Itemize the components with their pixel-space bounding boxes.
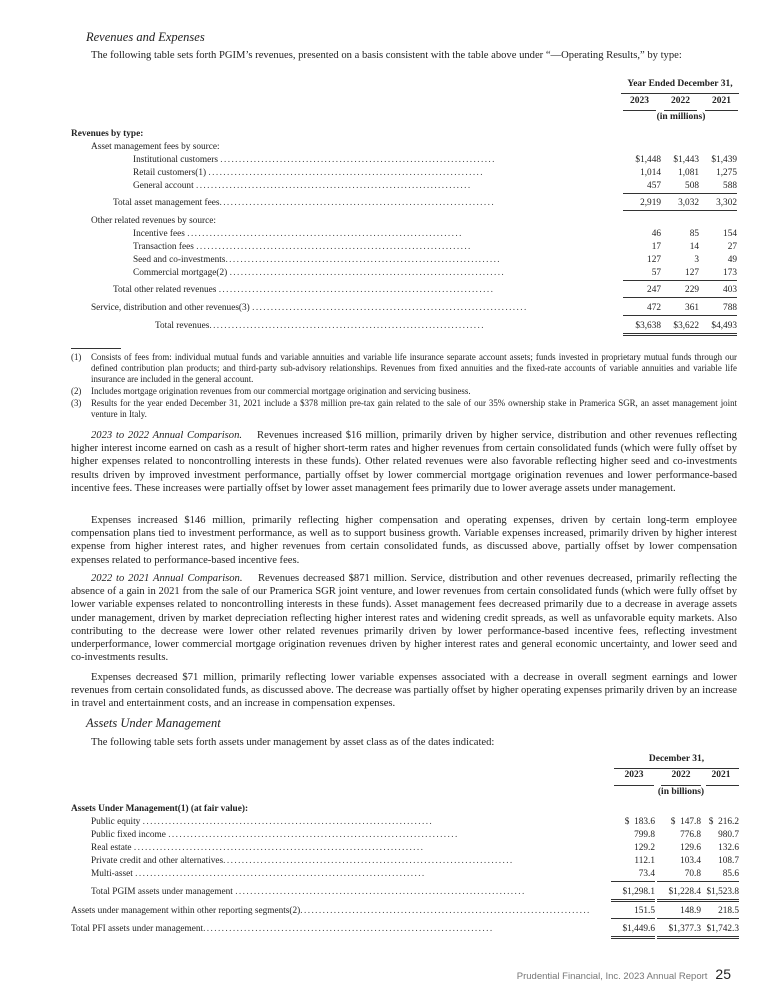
cell-2021: 218.5 [699,905,739,919]
cell-2023: $1,298.1 [611,886,655,902]
runin-heading: 2023 to 2022 Annual Comparison. [91,430,243,441]
year-rule [705,110,738,111]
footnote-number: (3) [71,398,82,408]
cell-2021: 173 [699,267,737,281]
cell-2022: 508 [661,180,699,194]
header-rule [621,93,739,94]
cell-2023: 127 [647,255,661,265]
cell-2021: $1,523.8 [699,886,739,902]
section-heading-aum: Assets Under Management [86,716,221,730]
cell-2021: $ 216.2 [708,817,739,827]
aum-year-2023: 2023 [624,770,644,780]
cell-2021: 49 [727,255,737,265]
aum-year-2022: 2022 [671,770,691,780]
year-rule [706,785,739,786]
row-label: General account .......................................................................... [133,180,611,193]
cell-2022: 14 [689,242,699,252]
revenue-year-2021: 2021 [712,96,731,106]
paragraph-text: Revenues decreased $871 million. Service, distribution and other revenues decreased, primarily reflecting the absence of a gain in 2021 from the sale of our Pramerica SGR joint venture, and lower revenues from certain consolidated funds (which were fully offset by lower variable expenses related to noncontrolling interests in these funds). Asset management fees decreased primarily due to a decrease in average assets under management, driven by market depreciation reflecting higher interest rates and widening credit spreads, as well as unfavorable equity markets. Also contributing to the decrease were lower other related revenues primarily driven by lower performance-based incentive fees, reflecting investment underperformance, lower commercial mortgage origination revenues driven by higher interest rates and general economic uncertainty, and lower seed and co-investments results. [71,573,737,664]
row-label: Total asset management fees.......................................................................... [113,197,611,210]
aum-intro-paragraph [71,736,737,749]
cell-2021: 403 [699,284,737,298]
footer-text: Prudential Financial, Inc. 2023 Annual Report [516,971,708,982]
footnote-number: (1) [71,352,82,362]
cell-2022: 129.6 [680,843,701,853]
row-label: Assets under management within other reporting segments(2).............................................................................. [71,905,606,918]
row-label: Assets Under Management(1) (at fair value): [71,804,249,814]
cell-2022: $ 147.8 [670,817,701,827]
table-row [71,254,737,267]
table-row [71,180,737,193]
table-section-label [71,803,737,816]
cell-2021: 588 [699,180,737,194]
table-row [71,167,737,180]
row-label: Public equity .............................................................................. [91,816,606,829]
cell-2023: 1,014 [640,168,661,178]
cell-2022: 3 [694,255,699,265]
row-label: Multi-asset .............................................................................. [91,868,606,881]
intro-text: The following table sets forth assets under management by asset class as of the dates indicated: [91,737,495,748]
cell-2022: 776.8 [680,830,701,840]
cell-2023: 2,919 [623,197,661,211]
table-subsection-label [71,141,737,154]
aum-units: (in billions) [657,787,705,797]
cell-2023: 129.2 [634,843,655,853]
revenue-units: (in millions) [656,112,706,122]
header-rule [614,768,739,769]
page-number: 25 [715,966,731,982]
cell-2023: 112.1 [634,856,655,866]
table-row [71,267,737,280]
table-section-label [71,128,737,141]
row-label: Service, distribution and other revenues(3) .......................................................................... [91,302,611,315]
row-label: Total PFI assets under management.............................................................................. [71,923,606,936]
cell-2021: $1,439 [711,155,737,165]
cell-2021: 788 [699,302,737,316]
cell-2021: 1,275 [716,168,737,178]
cell-2023: 46 [651,229,661,239]
cell-2022: 361 [661,302,699,316]
row-label: Total PGIM assets under management .............................................................................. [91,886,606,899]
cell-2023: $1,448 [635,155,661,165]
year-rule [661,785,701,786]
cell-2021: $4,493 [699,320,737,336]
revenue-year-2022: 2022 [671,96,690,106]
year-rule [623,110,656,111]
runin-heading: 2022 to 2021 Annual Comparison. [91,573,243,584]
cell-2023: $3,638 [623,320,661,336]
cell-2023: 57 [623,267,661,281]
row-label: Total other related revenues .......................................................................... [113,284,611,297]
table-total-row [71,197,737,210]
aum-table-header-span: December 31, [648,754,705,764]
cell-2022: 103.4 [680,856,701,866]
footnote-1 [71,352,737,386]
table-total-row [71,284,737,297]
cell-2023: 472 [623,302,661,316]
table-row [71,816,737,829]
row-label: Transaction fees .......................................................................... [133,241,611,254]
table-grand-total-row [71,923,737,936]
cell-2021: $1,742.3 [699,923,739,939]
cell-2022: $1,377.3 [657,923,701,939]
paragraph-text: Revenues increased $16 million, primarily driven by higher service, distribution and other revenues reflecting higher interest income earned on cash as a result of higher short-term rates and higher revenues from certain consolidated funds (which were fully offset by higher expenses related to noncontrolling interests in these funds). Other related revenues were also favorable reflecting higher seed and co-investments results driven by improved investment performance, partially offset by lower commercial mortgage origination revenues and lower performance-based incentive fees. These increases were partially offset by lower asset management fees primarily due to lower average assets under management. [71,430,737,494]
row-label: Asset management fees by source: [91,142,220,152]
row-label: Private credit and other alternatives.............................................................................. [91,855,606,868]
table-total-row [71,886,737,899]
row-label: Total revenues.......................................................................... [155,320,611,333]
cell-2023: 17 [651,242,661,252]
table-row [71,154,737,167]
table-row [71,905,737,918]
table-row [71,241,737,254]
paragraph-text: Expenses decreased $71 million, primarily reflecting lower variable expenses associated with a decrease in overall segment earnings and lower revenues from certain consolidated funds, as discussed above. The decrease was partially offset by higher operating expenses primarily driven by an increase in travel and entertainment costs, and an increase in compensation expenses. [71,672,737,710]
cell-2022: 127 [661,267,699,281]
footnote-text: Includes mortgage origination revenues from our commercial mortgage origination and servicing business. [91,386,471,396]
cell-2023: $ 183.6 [624,817,655,827]
row-label: Incentive fees .......................................................................... [133,228,611,241]
cell-2021: 3,302 [699,197,737,211]
table-row [71,855,737,868]
table-row [71,302,737,315]
paragraph-2023-vs-2022 [71,429,737,495]
paragraph-expenses-2022 [71,671,737,711]
cell-2022: 229 [661,284,699,298]
cell-2022: $1,443 [673,155,699,165]
cell-2021: 85.6 [699,868,739,882]
row-label: Commercial mortgage(2) .......................................................................... [133,267,611,280]
row-label: Public fixed income .............................................................................. [91,829,606,842]
cell-2023: 247 [623,284,661,298]
table-subsection-label [71,215,737,228]
revenue-year-2023: 2023 [630,96,649,106]
paragraph-2022-vs-2021 [71,572,737,664]
cell-2021: 108.7 [718,856,739,866]
cell-2022: 70.8 [657,868,701,882]
paragraph-text: Expenses increased $146 million, primarily reflecting higher compensation and operating expenses, driven by certain long-term employee compensation plans tied to investment performance, as well as to support business growth. Variable expenses increased, primarily driven by higher interest expense from higher interest rates, and higher revenues from certain consolidated funds, as discussed above, partially offset by lower compensation expenses related to performance-based incentive fees. [71,515,737,566]
cell-2021: 980.7 [718,830,739,840]
cell-2021: 132.6 [718,843,739,853]
row-label: Other related revenues by source: [91,216,216,226]
cell-2022: 85 [689,229,699,239]
paragraph-expenses-2023 [71,514,737,567]
cell-2022: $3,622 [661,320,699,336]
cell-2023: 151.5 [611,905,655,919]
page-footer [517,966,731,982]
row-label: Real estate .............................................................................. [91,842,606,855]
cell-2023: 799.8 [634,830,655,840]
aum-year-2021: 2021 [711,770,731,780]
cell-2021: 154 [723,229,737,239]
row-label: Institutional customers .......................................................................... [133,154,611,167]
row-label: Seed and co-investments.......................................................................... [133,254,611,267]
table-row [71,228,737,241]
table-row [71,868,737,881]
year-rule [614,785,654,786]
footnote-text: Consists of fees from: individual mutual funds and variable annuities and variable life insurance separate account assets; funds invested in proprietary mutual funds through our defined contribution plan products; and third-party sub-advisory relationships. Revenues from fixed annuities and the fixed-rate accounts of variable annuities and variable life insurance are included in the general account. [91,352,737,385]
revenue-table [71,128,737,333]
cell-2021: 27 [727,242,737,252]
cell-2022: 148.9 [657,905,701,919]
footnote-separator [71,348,121,349]
table-row [71,842,737,855]
aum-table [71,803,737,936]
row-label: Revenues by type: [71,129,144,139]
section-heading-revenues-expenses: Revenues and Expenses [86,30,205,44]
revenues-intro-paragraph [71,49,737,62]
footnote-3 [71,398,737,420]
table-row [71,829,737,842]
revenue-table-header-span: Year Ended December 31, [627,79,733,89]
footnote-2 [71,386,737,397]
intro-text: The following table sets forth PGIM’s revenues, presented on a basis consistent with the table above under “—Operating Results,” by type: [91,50,682,61]
cell-2023: 457 [623,180,661,194]
row-label: Retail customers(1) .......................................................................... [133,167,611,180]
cell-2022: 3,032 [661,197,699,211]
footnote-text: Results for the year ended December 31, 2021 include a $378 million pre-tax gain related to the sale of our 35% ownership stake in Pramerica SGR, an asset management joint venture in Italy. [91,398,737,420]
table-grand-total-row [71,320,737,333]
footnote-number: (2) [71,386,82,396]
year-rule [664,110,697,111]
cell-2023: 73.4 [611,868,655,882]
cell-2022: 1,081 [678,168,699,178]
cell-2023: $1,449.6 [611,923,655,939]
cell-2022: $1,228.4 [657,886,701,902]
